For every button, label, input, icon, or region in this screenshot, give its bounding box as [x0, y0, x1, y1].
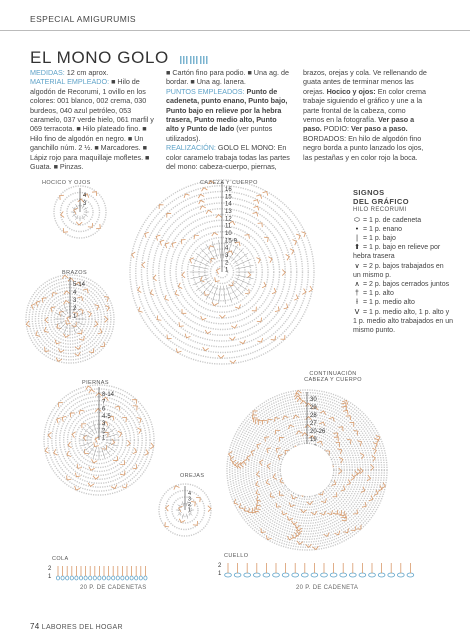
- continuacion-increase-mark: [253, 411, 257, 415]
- legend-symbol-icon: |: [356, 235, 358, 243]
- cuello-chain-stitch: [388, 573, 395, 577]
- cabeza-round-label: 4: [225, 245, 229, 252]
- cabeza-increase-mark: [230, 360, 236, 363]
- stitches-text: Punto de cadeneta, punto enano, Punto bajo, Punto bajo en relieve por la hebra trasera, Punto medio alto, Punto alto y Punto de lado: [166, 86, 288, 134]
- cola-chain-stitch: [70, 576, 73, 580]
- brazos-round-label: 5-14: [73, 282, 86, 288]
- piernas-stitch: [93, 422, 96, 432]
- cabeza-increase-mark: [165, 295, 169, 300]
- continuacion-increase-mark: [338, 427, 343, 431]
- cola-row-label: 1: [48, 574, 52, 580]
- cola-chain-stitch: [66, 576, 69, 580]
- cabeza-increase-mark: [181, 239, 185, 244]
- brazos-round-label: 1: [73, 314, 77, 320]
- cuello-chain-stitch: [349, 573, 356, 577]
- cola-chain-stitch: [144, 576, 147, 580]
- cabeza-round-label: 14: [225, 201, 232, 208]
- cabeza-increase-mark: [301, 232, 305, 237]
- brazos-stitch: [59, 324, 65, 330]
- orejas-round-label: 2: [188, 502, 192, 508]
- piernas-round-label: 1: [102, 435, 106, 442]
- cabeza-increase-mark: [254, 206, 259, 210]
- cabeza-increase-mark: [256, 195, 261, 199]
- continuacion-round-label: 27: [310, 421, 317, 427]
- cabeza-round-label: 2: [225, 260, 229, 267]
- label-hocico: HOCICO Y OJOS: [42, 180, 91, 186]
- cola-chain-stitch: [98, 576, 101, 580]
- brazos-round-label: 3: [73, 298, 77, 304]
- embroidery-text: BORDADOS: En hilo de algodón fino negro borda a punto lanzado los ojos, las pestañas y en color rojo la boca.: [303, 133, 424, 162]
- cuello-chain-stitch: [225, 573, 232, 577]
- piernas-stitch: [93, 448, 96, 458]
- legend-text: = 1 p. de cadeneta: [361, 216, 422, 224]
- cabeza-increase-mark: [245, 235, 250, 239]
- piernas-round-label: 6: [102, 406, 106, 413]
- cabeza-increase-mark: [275, 307, 279, 312]
- continuacion-increase-mark: [291, 495, 296, 499]
- continuacion-increase-mark: [347, 439, 351, 444]
- cuello-chain-stitch: [330, 573, 337, 577]
- cabeza-increase-mark: [160, 240, 164, 245]
- hocico-increase-mark: [96, 224, 100, 229]
- label-cabeza: CABEZA Y CUERPO: [200, 180, 258, 186]
- cabeza-increase-mark: [190, 258, 194, 264]
- continuacion-center: [281, 444, 333, 496]
- cuello-chain-stitch: [397, 573, 404, 577]
- legend-symbol-icon: ƚ: [356, 299, 358, 307]
- piernas-round-label: 8-14: [102, 392, 115, 398]
- continuacion-increase-mark: [279, 437, 284, 441]
- cola-row-label: 2: [48, 566, 52, 572]
- podium-heading: PODIO:: [321, 124, 349, 134]
- orejas-increase-mark: [196, 497, 200, 502]
- hocico-increase-mark: [63, 228, 68, 232]
- label-cola: COLA: [52, 556, 69, 562]
- continuacion-increase-mark: [274, 418, 279, 422]
- cuello-chain-stitch: [234, 573, 241, 577]
- legend-symbol-icon: ⬆: [354, 244, 360, 252]
- page-number: 74: [30, 622, 40, 631]
- magazine-name: LABORES DEL HOGAR: [41, 624, 123, 631]
- material-heading: MATERIAL EMPLEADO:: [30, 77, 110, 87]
- continuacion-increase-mark: [357, 525, 361, 529]
- continuacion-increase-mark: [333, 433, 338, 437]
- orejas-increase-mark: [165, 522, 169, 527]
- cabeza-increase-mark: [185, 334, 190, 338]
- legend-title-2: DEL GRÁFICO: [353, 197, 409, 207]
- snout-heading: Hocico y ojos:: [324, 86, 376, 96]
- cola-chain-stitch: [116, 576, 119, 580]
- cabeza-increase-mark: [172, 242, 176, 247]
- legend-item: [353, 280, 453, 289]
- cabeza-increase-mark: [271, 336, 276, 340]
- cuello-chain-stitch: [311, 573, 318, 577]
- legend-symbol-icon: †: [355, 290, 359, 298]
- brazos-round-label: 4: [73, 290, 77, 296]
- piernas-increase-mark: [48, 432, 51, 438]
- cabeza-increase-mark: [245, 289, 249, 294]
- piernas-increase-mark: [133, 464, 137, 469]
- cabeza-increase-mark: [219, 315, 225, 318]
- piernas-round-label: 3: [102, 421, 106, 428]
- cabeza-increase-mark: [176, 348, 181, 352]
- orejas-round-label: 1: [188, 507, 192, 514]
- cabeza-round-label: 15-9: [225, 238, 238, 245]
- piernas-increase-mark: [62, 416, 66, 421]
- stitches-note: (ver puntos utilizados).: [166, 124, 273, 143]
- label-piernas: PIERNAS: [82, 380, 109, 386]
- legend-text: = 1 p. enano: [361, 225, 403, 233]
- continuacion-increase-mark: [313, 546, 319, 549]
- brazos-stitch: [56, 322, 64, 325]
- cola-chain-stitch: [61, 576, 64, 580]
- continuacion-increase-mark: [343, 410, 348, 414]
- cuello-chain-stitch: [273, 573, 280, 577]
- cuello-chain-stitch: [292, 573, 299, 577]
- cabeza-increase-mark: [296, 234, 300, 239]
- piernas-stitch: [107, 443, 117, 446]
- continuacion-round-label: 30: [310, 397, 317, 403]
- cabeza-increase-mark: [215, 277, 220, 281]
- cola-chain-stitch: [56, 576, 59, 580]
- continuacion-round-label: 20-26: [310, 429, 326, 435]
- label-brazos: BRAZOS: [62, 270, 88, 276]
- procedure-text-cont: brazos, orejas y cola. Ve rellenando de guata antes de terminar menos las orejas.: [303, 68, 427, 96]
- cola-chain-stitch: [102, 576, 105, 580]
- cabeza-round-label: 11: [225, 223, 232, 230]
- measures-text: 12 cm aprox.: [64, 68, 109, 77]
- cuello-count: 20 P. DE CADENETA: [296, 585, 359, 591]
- piernas-increase-mark: [133, 448, 137, 454]
- cuello-chain-stitch: [321, 573, 328, 577]
- continuacion-round-label: 28: [310, 413, 317, 419]
- legend-text: = 2 p. bajos cerrados juntos: [361, 281, 450, 289]
- piernas-increase-mark: [70, 413, 74, 417]
- cola-chain-stitch: [125, 576, 128, 580]
- legend-symbol-icon: Ⅴ: [354, 308, 360, 316]
- legend-symbol-icon: ⬭: [354, 216, 360, 224]
- legend-text: = 1 p. medio alto, 1 p. alto y 1 p. medio alto trabajados en un mismo punto.: [353, 308, 454, 335]
- chart-legend: [353, 188, 453, 335]
- continuacion-increase-mark: [354, 431, 358, 436]
- legend-symbol-icon: •: [355, 225, 359, 233]
- page-footer: [30, 622, 123, 631]
- hocico-increase-mark: [76, 222, 82, 225]
- piernas-round-label: 4-5: [102, 413, 111, 420]
- cola-chain-stitch: [79, 576, 82, 580]
- title-text: EL MONO GOLO: [30, 48, 169, 67]
- cuello-chain-stitch: [301, 573, 308, 577]
- piernas-increase-mark: [75, 473, 80, 477]
- cabeza-increase-mark: [253, 200, 258, 204]
- piernas-stitch: [81, 434, 91, 437]
- cola-count: 20 P. DE CADENETAS: [80, 585, 147, 591]
- cabeza-increase-mark: [145, 232, 149, 237]
- cabeza-increase-mark: [231, 324, 237, 328]
- stitches-heading: PUNTOS EMPLEADOS:: [166, 86, 245, 96]
- continuacion-increase-mark: [320, 411, 326, 415]
- cabeza-increase-mark: [139, 307, 143, 312]
- label-continuacion: CONTINUACIÓN CABEZA Y CUERPO: [304, 371, 362, 383]
- hocico-round-label: 4: [83, 193, 87, 199]
- cuello-chain-stitch: [340, 573, 347, 577]
- label-orejas: OREJAS: [180, 473, 205, 479]
- hocico-increase-mark: [92, 192, 97, 196]
- continuacion-round-label: 19: [310, 437, 317, 443]
- cuello-chain-stitch: [359, 573, 366, 577]
- cuello-chain-stitch: [407, 573, 414, 577]
- cabeza-increase-mark: [252, 307, 257, 311]
- continuacion-increase-mark: [275, 430, 280, 434]
- legend-title-1: SIGNOS: [353, 188, 385, 197]
- brazos-increase-mark: [36, 301, 40, 306]
- orejas-increase-mark: [193, 521, 198, 525]
- legend-subtitle: HILO RECORUMI: [353, 207, 407, 214]
- cabeza-round-label: 12: [225, 216, 232, 223]
- cabeza-increase-mark: [194, 235, 199, 239]
- cabeza-increase-mark: [212, 233, 218, 237]
- continuacion-increase-mark: [378, 485, 382, 491]
- cabeza-increase-mark: [218, 355, 224, 358]
- legend-item: [353, 225, 453, 234]
- continuacion-increase-mark: [357, 441, 361, 446]
- continuacion-increase-mark: [239, 504, 243, 509]
- cabeza-increase-mark: [156, 235, 160, 240]
- cola-chain-stitch: [75, 576, 78, 580]
- cabeza-increase-mark: [204, 291, 209, 295]
- orejas-round-label: 4: [188, 491, 192, 497]
- cabeza-increase-mark: [263, 192, 268, 196]
- brazos-stitch: [64, 325, 67, 333]
- piernas-round-label: 7: [102, 399, 106, 406]
- cuello-row-label: 2: [218, 563, 222, 569]
- cabeza-increase-mark: [202, 188, 208, 192]
- legend-text: = 1 p. medio alto: [361, 299, 415, 307]
- cabeza-stitch: [196, 253, 211, 264]
- cabeza-round-label: 13: [225, 209, 232, 215]
- cabeza-increase-mark: [264, 237, 268, 242]
- piernas-increase-mark: [122, 417, 126, 422]
- cola-chain-stitch: [130, 576, 133, 580]
- cola-chain-stitch: [139, 576, 142, 580]
- legend-item: [353, 298, 453, 307]
- see-steps-1: Ver paso a paso.: [303, 115, 415, 134]
- legend-text: = 2 p. bajos trabajados en un mismo p.: [353, 262, 444, 279]
- cabeza-increase-mark: [165, 243, 169, 248]
- material-text-cont: ■ Cartón fino para podio. ■ Una ag. de bordar. ■ Una ag. lanera.: [166, 68, 289, 87]
- piernas-stitch: [81, 443, 91, 446]
- cola-chain-stitch: [84, 576, 87, 580]
- cabeza-round-label: 16: [225, 187, 232, 193]
- cabeza-increase-mark: [217, 268, 221, 274]
- procedure-heading: REALIZACIÓN:: [166, 143, 216, 153]
- legend-item: [353, 289, 453, 298]
- cabeza-increase-mark: [229, 337, 235, 340]
- cabeza-increase-mark: [175, 290, 179, 295]
- cabeza-round-label: 15: [225, 194, 232, 201]
- cabeza-increase-mark: [235, 304, 240, 308]
- material-text: ■ Hilo de algodón de Recorumi, 1 ovillo en los colores: 001 blanco, 002 crema, 030 burdeos, 040 azul petróleo, 053 caramelo, 037 verde hielo, 061 marfil y 069 terracota. ■ Hilo plateado fino. ■ Hilo fino de algodón en negro. ■ Un ganchillo núm. 2 ½. ■ Marcadores. ■ Lápiz rojo para maquillaje mofletes. ■ Guata. ■ Pinzas.: [30, 77, 154, 172]
- procedure-text: GOLO EL MONO: En color caramelo trabaja todas las partes del mono: cabeza-cuerpo, piernas,: [166, 143, 290, 172]
- snout-text: En color crema trabaje siguiendo el gráfico y une a la parte frontal de la cabeza, como vemos en la fotografía.: [303, 86, 427, 125]
- cabeza-increase-mark: [253, 212, 258, 216]
- piernas-round-label: 2: [102, 428, 106, 435]
- hocico-increase-mark: [88, 223, 93, 227]
- brazos-round-label: 2: [73, 306, 77, 312]
- cuello-chain-stitch: [263, 573, 270, 577]
- cuello-chain-stitch: [369, 573, 376, 577]
- cabeza-increase-mark: [280, 335, 284, 339]
- legend-item: [353, 243, 453, 261]
- cola-chain-stitch: [121, 576, 124, 580]
- cabeza-increase-mark: [294, 295, 298, 301]
- cabeza-increase-mark: [290, 249, 294, 255]
- orejas-increase-mark: [191, 502, 195, 507]
- legend-item: [353, 308, 453, 336]
- cabeza-increase-mark: [167, 335, 172, 339]
- cabeza-round-label: 3: [225, 253, 229, 259]
- legend-item: [353, 234, 453, 243]
- continuacion-round-label: 29: [310, 405, 317, 411]
- cuello-row-label: 1: [218, 571, 222, 577]
- cuello-chain-stitch: [282, 573, 289, 577]
- section-label: ESPECIAL AMIGURUMIS: [30, 14, 137, 24]
- legend-symbol-icon: ∧: [354, 281, 360, 289]
- cabeza-increase-mark: [257, 338, 262, 342]
- piernas-increase-mark: [113, 456, 117, 460]
- orejas-increase-mark: [179, 519, 185, 523]
- cabeza-increase-mark: [208, 181, 214, 184]
- piernas-increase-mark: [94, 442, 99, 446]
- cabeza-increase-mark: [179, 322, 184, 326]
- legend-text: = 1 p. alto: [361, 290, 394, 298]
- cola-chain-stitch: [89, 576, 92, 580]
- cuello-chain-stitch: [253, 573, 260, 577]
- cola-chain-stitch: [107, 576, 110, 580]
- cabeza-increase-mark: [199, 200, 205, 204]
- cola-chain-stitch: [135, 576, 138, 580]
- cabeza-increase-mark: [272, 288, 276, 294]
- cabeza-increase-mark: [153, 275, 156, 281]
- legend-item: [353, 216, 453, 225]
- cabeza-stitch: [233, 280, 248, 291]
- cabeza-round-label: 1: [225, 267, 229, 274]
- legend-item: [353, 262, 453, 280]
- cabeza-increase-mark: [184, 194, 189, 198]
- measures-heading: MEDIDAS:: [30, 68, 65, 77]
- label-cuello: CUELLO: [224, 553, 249, 559]
- see-steps-2: Ver paso a paso.: [348, 124, 408, 134]
- cuello-chain-stitch: [244, 573, 251, 577]
- piernas-increase-mark: [86, 386, 92, 390]
- cabeza-increase-mark: [257, 318, 262, 322]
- cola-chain-stitch: [112, 576, 115, 580]
- cabeza-increase-mark: [292, 240, 296, 246]
- cabeza-stitch: [233, 253, 248, 264]
- hocico-increase-mark: [60, 195, 64, 200]
- cabeza-increase-mark: [258, 223, 263, 227]
- cuello-chain-stitch: [378, 573, 385, 577]
- cabeza-increase-mark: [201, 316, 207, 320]
- orejas-round-label: 3: [188, 496, 192, 503]
- legend-symbol-icon: ∨: [354, 262, 360, 270]
- continuacion-increase-mark: [340, 511, 345, 515]
- cabeza-increase-mark: [284, 304, 288, 309]
- continuacion-increase-mark: [320, 511, 326, 515]
- cabeza-increase-mark: [157, 315, 161, 320]
- cabeza-increase-mark: [206, 210, 212, 214]
- brazos-stitch: [64, 305, 67, 313]
- cabeza-stitch: [200, 282, 212, 296]
- cabeza-round-label: 10: [225, 231, 232, 237]
- legend-text: = 1 p. bajo en relieve por hebra trasera: [353, 244, 441, 261]
- legend-text: = 1 p. bajo: [361, 235, 396, 243]
- hocico-round-label: 3: [83, 201, 87, 207]
- cola-chain-stitch: [93, 576, 96, 580]
- brazos-increase-mark: [63, 334, 69, 338]
